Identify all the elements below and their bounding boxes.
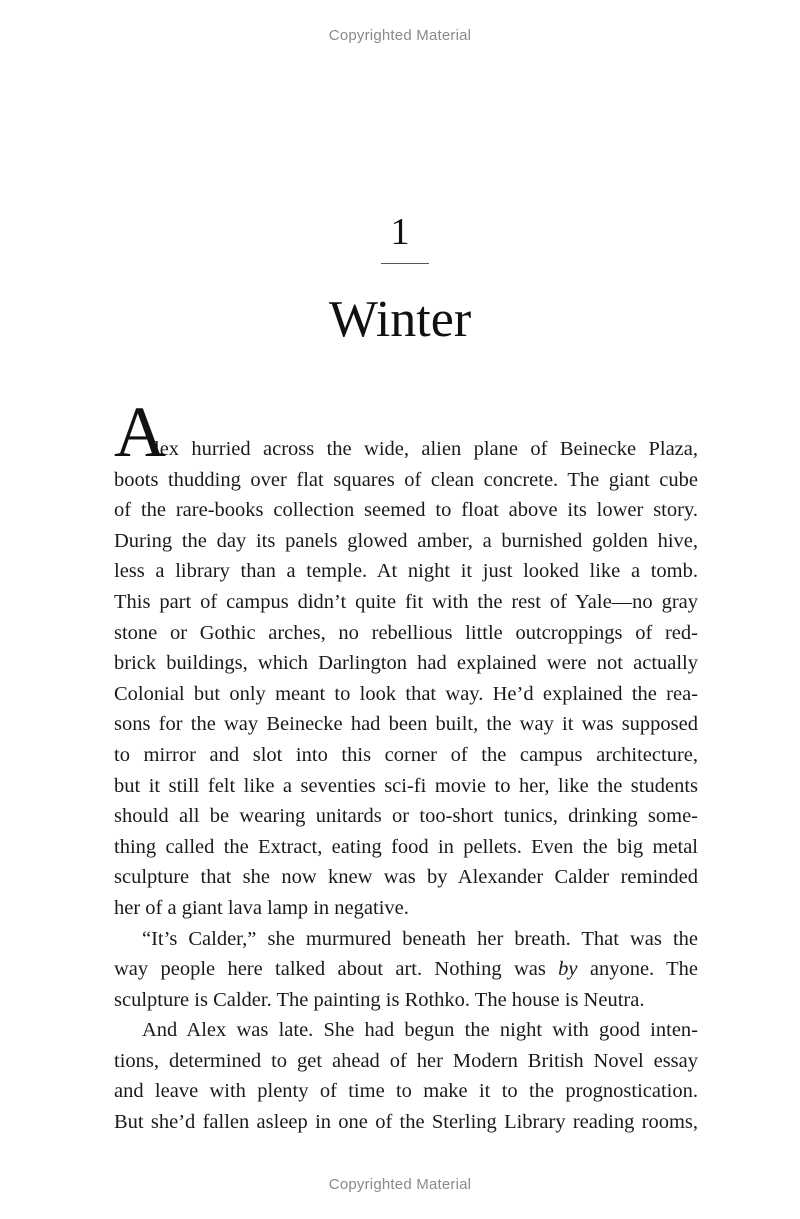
chapter-divider [381,263,429,264]
text-line: sculpture that she now knew was by Alexander Calder reminded [114,866,698,889]
text-line: of the rare-books collection seemed to float above its lower story. [114,499,698,522]
text-line: and leave with plenty of time to make it to the prognostication. [114,1080,698,1103]
copyright-watermark-top: Copyrighted Material [328,27,472,44]
emphasis-by: by [558,958,578,981]
text-line: And Alex was late. She had begun the night with good inten- [142,1019,698,1042]
text-line: brick buildings, which Darlington had explained were not actually [114,652,698,675]
text-line: Colonial but only meant to look that way. He’d explained the rea- [114,682,698,705]
chapter-number: 1 [390,211,410,253]
text-line: but it still felt like a seventies sci-fi movie to her, like the students [114,774,698,797]
text-line: tions, determined to get ahead of her Modern British Novel essay [114,1049,698,1072]
text-line: her of a giant lava lamp in negative. [114,896,409,919]
text-line: “It’s Calder,” she murmured beneath her breath. That was the [142,927,698,950]
text-line: less a library than a temple. At night it just looked like a tomb. [114,560,698,583]
text-line: stone or Gothic arches, no rebellious little outcroppings of red- [114,621,698,644]
text-line: sculpture is Calder. The painting is Rothko. The house is Neutra. [114,988,645,1011]
first-line [114,392,698,472]
text-line: sons for the way Beinecke had been built, the way it was supposed [114,713,698,736]
text-run: way people here talked about art. Nothing was [114,958,559,981]
chapter-title: Winter [328,291,472,348]
chapter-body [114,392,698,1138]
text-line: to mirror and slot into this corner of the campus architecture, [114,743,698,766]
text-line: This part of campus didn’t quite fit with the rest of Yale—no gray [114,590,698,613]
text-line-with-emphasis [114,954,698,985]
text-line: lex hurried across the wide, alien plane of Beinecke Plaza, [154,438,698,460]
text-line: boots thudding over flat squares of clean concrete. The giant cube [114,468,698,491]
text-line: But she’d fallen asleep in one of the Sterling Library reading rooms, [114,1111,698,1134]
text-line: should all be wearing unitards or too-short tunics, drinking some- [114,805,698,828]
text-line: During the day its panels glowed amber, a burnished golden hive, [114,529,698,552]
text-line: thing called the Extract, eating food in pellets. Even the big metal [114,835,698,858]
copyright-watermark-bottom: Copyrighted Material [328,1176,472,1193]
text-run: anyone. The [577,958,698,981]
drop-cap: A [114,392,166,472]
